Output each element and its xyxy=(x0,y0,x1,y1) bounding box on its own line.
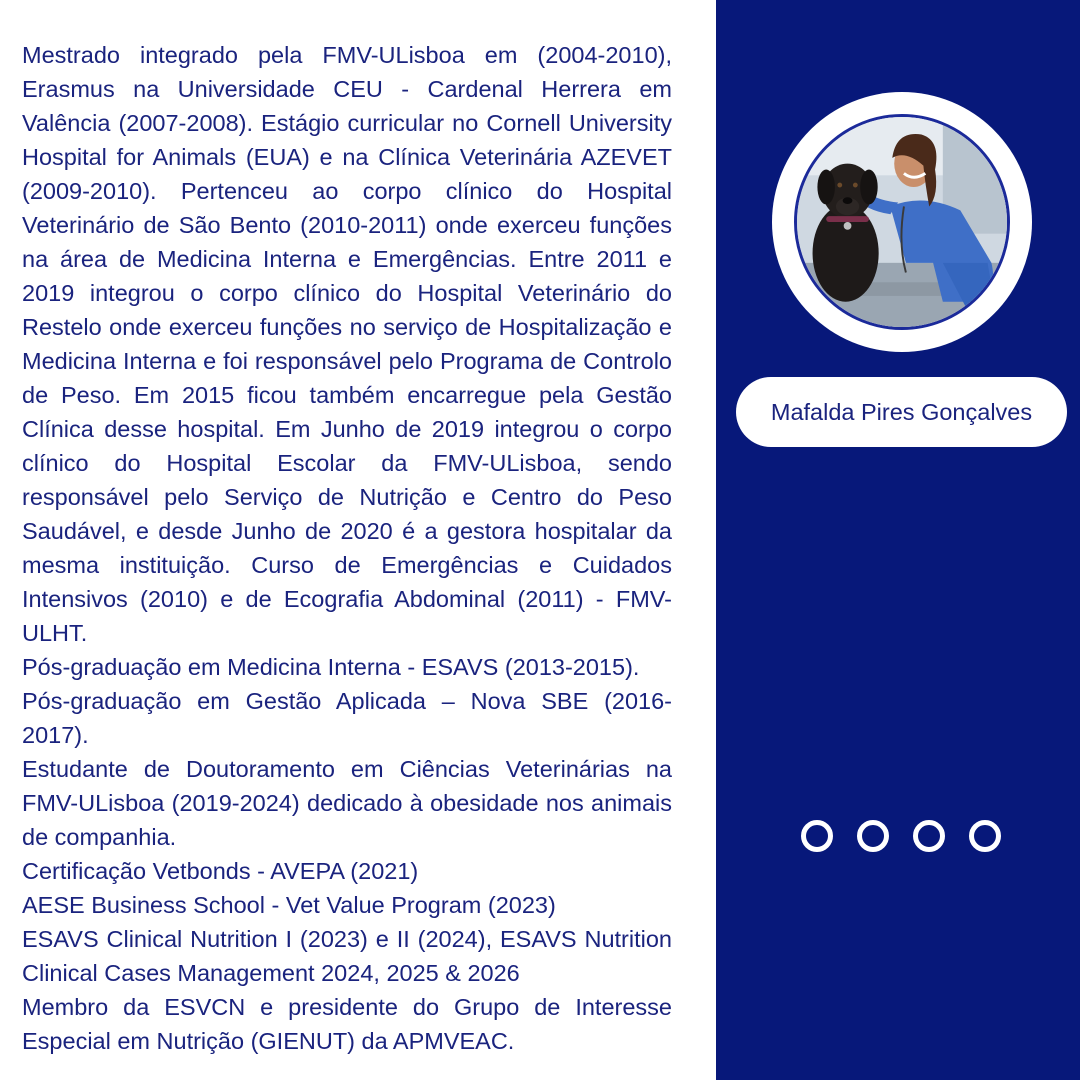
bio-text xyxy=(22,38,672,1058)
bio-paragraph-5: Certificação Vetbonds - AVEPA (2021) xyxy=(22,858,419,884)
bio-paragraph-8: Membro da ESVCN e presidente do Grupo de Interesse Especial em Nutrição (GIENUT) da APMVEAC. xyxy=(22,994,672,1054)
carousel-dot-4[interactable] xyxy=(969,820,1001,852)
carousel-dots xyxy=(801,820,1001,852)
name-pill xyxy=(736,377,1067,447)
carousel-dot-1[interactable] xyxy=(801,820,833,852)
bio-paragraph-4: Estudante de Doutoramento em Ciências Veterinárias na FMV-ULisboa (2019-2024) dedicado à obesidade nos animais de companhia. xyxy=(22,756,672,850)
bio-paragraph-7: ESAVS Clinical Nutrition I (2023) e II (2024), ESAVS Nutrition Clinical Cases Management 2024, 2025 & 2026 xyxy=(22,926,672,986)
profile-name: Mafalda Pires Gonçalves xyxy=(770,398,1033,425)
bio-paragraph-1: Mestrado integrado pela FMV-ULisboa em (2004-2010), Erasmus na Universidade CEU - Cardenal Herrera em Valência (2007-2008). Estágio curricular no Cornell University Hospital for Animals (EUA) e na Clínica Veterinária AZEVET (2009-2010). Pertenceu ao corpo clínico do Hospital Veterinário de São Bento (2010-2011) onde exerceu funções na área de Medicina Interna e Emergências. Entre 2011 e 2019 integrou o corpo clínico do Hospital Veterinário do Restelo onde exerceu funções no serviço de Hospitalização e Medicina Interna e foi responsável pelo Programa de Controlo de Peso. Em 2015 ficou também encarregue pela Gestão Clínica desse hospital. Em Junho de 2019 integrou o corpo clínico do Hospital Escolar da FMV-ULisboa, sendo responsável pelo Serviço de Nutrição e Centro do Peso Saudável, e desde Junho de 2020 é a gestora hospitalar da mesma instituição. Curso de Emergências e Cuidados Intensivos (2010) e de Ecografia Abdominal (2011) - FMV-ULHT. xyxy=(22,42,672,646)
profile-photo-frame xyxy=(772,92,1032,352)
side-panel xyxy=(716,0,1080,1080)
carousel-dot-2[interactable] xyxy=(857,820,889,852)
profile-photo xyxy=(794,114,1010,330)
bio-paragraph-2: Pós-graduação em Medicina Interna - ESAVS (2013-2015). xyxy=(22,654,640,680)
bio-paragraph-6: AESE Business School - Vet Value Program (2023) xyxy=(22,892,556,918)
profile-photo-illustration xyxy=(797,117,1007,327)
bio-paragraph-3: Pós-graduação em Gestão Aplicada – Nova SBE (2016-2017). xyxy=(22,688,672,748)
carousel-dot-3[interactable] xyxy=(913,820,945,852)
